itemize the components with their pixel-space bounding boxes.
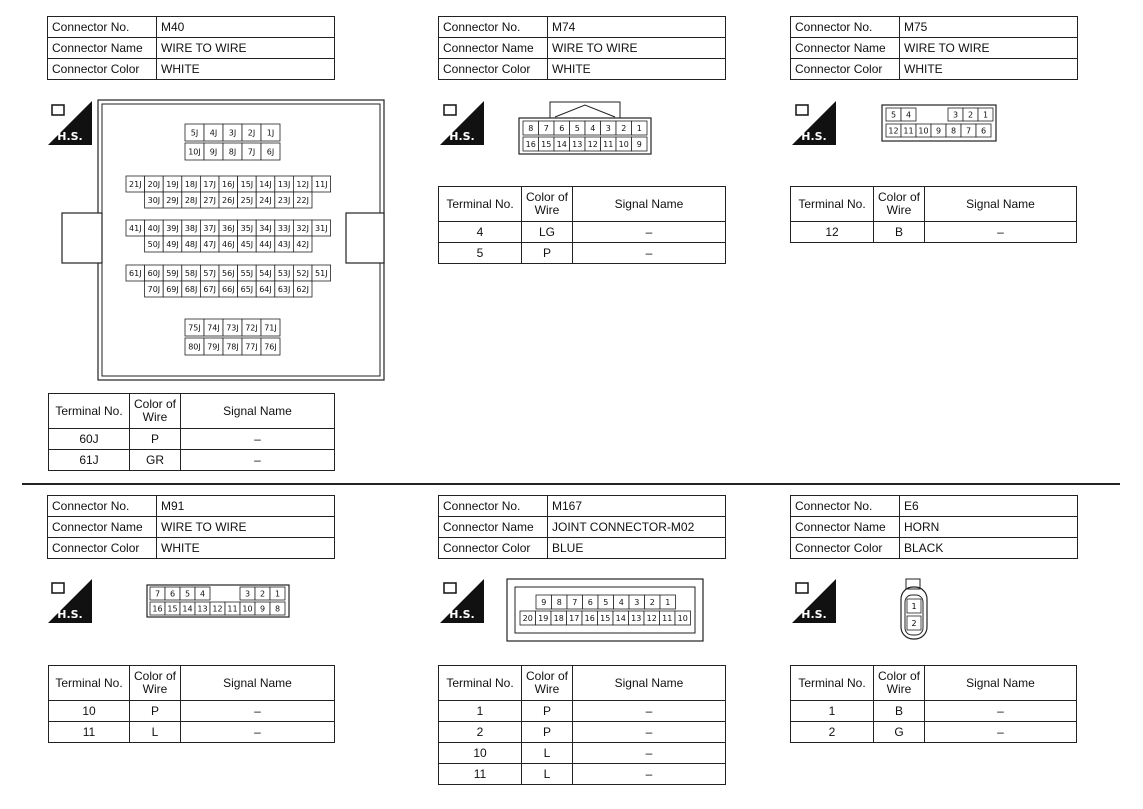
hs-label: H.S. [57, 608, 83, 621]
pin-label: 50J [147, 239, 161, 249]
pin-label: 10 [918, 126, 929, 136]
pin-label: 8 [950, 126, 957, 136]
connector-header-m75 [790, 16, 1078, 80]
connector-color-value: WHITE [548, 59, 726, 80]
pin-label: 2 [259, 589, 266, 599]
pin-label: 13 [572, 139, 583, 149]
pin-label: 20 [522, 613, 533, 623]
pin-label: 28J [184, 195, 198, 205]
terminal-table-m75 [790, 186, 1077, 243]
pin-label: 14J [259, 179, 272, 189]
pin-label: 16 [152, 604, 163, 614]
pin-label: 71J [264, 323, 277, 333]
terminal-no-header: Terminal No. [49, 394, 130, 429]
table-row: 4 LG – [439, 222, 726, 243]
pin-label: 9 [636, 139, 642, 149]
connector-color-value: WHITE [157, 59, 335, 80]
connector-header-m40 [47, 16, 335, 80]
pin-label: 3 [634, 597, 640, 607]
connector-no-label: Connector No. [48, 496, 157, 517]
connector-face-e6 [895, 577, 935, 643]
connector-face-m91 [145, 583, 291, 619]
pin-label: 10 [618, 139, 629, 149]
connector-color-label: Connector Color [791, 538, 900, 559]
pin-label: 19J [166, 179, 179, 189]
pin-label: 18J [184, 179, 198, 189]
pin-label: 4 [618, 597, 624, 607]
table-row: 2 P – [439, 722, 726, 743]
pin-label: 1J [266, 128, 275, 138]
pin-label: 68J [184, 284, 198, 294]
terminal-table-m74 [438, 186, 726, 264]
connector-name-value: WIRE TO WIRE [548, 38, 726, 59]
pin-label: 46J [222, 239, 235, 249]
pin-label: 75J [188, 323, 201, 333]
connector-header-m167 [438, 495, 726, 559]
connector-no-value: M167 [548, 496, 726, 517]
pin-label: 59J [166, 268, 179, 278]
pin-label: 7 [154, 589, 161, 599]
table-row: 12 B – [791, 222, 1077, 243]
terminal-no-header: Terminal No. [439, 666, 522, 701]
connector-no-value: M75 [900, 17, 1078, 38]
pin-label: 2 [911, 619, 917, 628]
terminal-table-m167 [438, 665, 726, 785]
pin-label: 4 [199, 589, 206, 599]
pin-label: 4 [905, 110, 912, 120]
pin-label: 8 [556, 597, 562, 607]
pin-label: 40J [147, 223, 161, 233]
pin-label: 49J [166, 239, 179, 249]
pin-label: 11J [315, 179, 328, 189]
pin-label: 13 [631, 613, 642, 623]
table-row: 60J P – [49, 429, 335, 450]
connector-no-value: E6 [900, 496, 1078, 517]
pin-label: 2 [967, 110, 974, 120]
color-of-wire-header: Color of Wire [874, 666, 925, 701]
pin-label: 14 [556, 139, 567, 149]
pin-label: 63J [277, 284, 291, 294]
pin-label: 44J [259, 239, 272, 249]
table-row: 1 P – [439, 701, 726, 722]
pin-label: 62J [296, 284, 309, 294]
connector-no-label: Connector No. [439, 496, 548, 517]
connector-name-value: WIRE TO WIRE [157, 517, 335, 538]
pin-label: 41J [129, 223, 142, 233]
pin-label: 48J [184, 239, 198, 249]
pin-label: 56J [222, 268, 235, 278]
pin-label: 2J [247, 128, 256, 138]
table-row: 1 B – [791, 701, 1077, 722]
connector-no-label: Connector No. [791, 17, 900, 38]
pin-label: 11 [603, 139, 614, 149]
pin-label: 8 [274, 604, 281, 614]
pin-label: 38J [184, 223, 198, 233]
pin-label: 60J [147, 268, 161, 278]
connector-name-label: Connector Name [791, 38, 900, 59]
color-of-wire-header: Color of Wire [522, 666, 573, 701]
table-row: 10 L – [439, 743, 726, 764]
pin-label: 20J [147, 179, 161, 189]
pin-label: 39J [166, 223, 179, 233]
signal-name-header: Signal Name [181, 394, 335, 429]
pin-label: 2 [621, 123, 627, 133]
connector-color-value: WHITE [900, 59, 1078, 80]
pin-label: 13 [197, 604, 208, 614]
pin-label: 16 [525, 139, 536, 149]
table-row: 11 L – [49, 722, 335, 743]
pin-label: 16 [584, 613, 595, 623]
connector-color-value: BLUE [548, 538, 726, 559]
connector-color-label: Connector Color [439, 538, 548, 559]
color-of-wire-header: Color of Wire [874, 187, 925, 222]
connector-face-m74 [515, 100, 655, 158]
pin-label: 26J [222, 195, 235, 205]
pin-label: 12 [212, 604, 223, 614]
pin-label: 9J [209, 147, 218, 157]
hs-label: H.S. [57, 130, 83, 143]
table-row: 5 P – [439, 243, 726, 264]
pin-label: 54J [259, 268, 272, 278]
pin-label: 4 [590, 123, 596, 133]
pin-label: 6 [587, 597, 593, 607]
pin-label: 79J [207, 342, 220, 352]
pin-label: 72J [245, 323, 258, 333]
pin-label: 7 [965, 126, 972, 136]
signal-name-header: Signal Name [573, 187, 726, 222]
hs-label: H.S. [801, 608, 827, 621]
table-row: 61J GR – [49, 450, 335, 471]
connector-color-label: Connector Color [791, 59, 900, 80]
pin-label: 25J [240, 195, 254, 205]
connector-name-label: Connector Name [48, 38, 157, 59]
connector-face-m167 [505, 577, 705, 643]
pin-label: 15 [167, 604, 178, 614]
pin-label: 22J [296, 195, 309, 205]
pin-label: 5 [184, 589, 191, 599]
pin-label: 3 [952, 110, 959, 120]
pin-label: 17J [203, 179, 216, 189]
pin-label: 51J [315, 268, 328, 278]
pin-label: 55J [240, 268, 254, 278]
table-row: 10 P – [49, 701, 335, 722]
pin-label: 5 [890, 110, 897, 120]
pin-label: 9 [259, 604, 266, 614]
pin-label: 11 [662, 613, 673, 623]
pin-label: 6 [559, 123, 565, 133]
pin-label: 1 [982, 110, 989, 120]
connector-name-value: WIRE TO WIRE [900, 38, 1078, 59]
pin-label: 10 [677, 613, 688, 623]
pin-label: 43J [277, 239, 291, 249]
pin-label: 1 [665, 597, 671, 607]
pin-label: 29J [166, 195, 179, 205]
pin-label: 32J [296, 223, 309, 233]
terminal-no-header: Terminal No. [791, 666, 874, 701]
connector-no-label: Connector No. [48, 17, 157, 38]
pin-label: 5 [603, 597, 609, 607]
terminal-no-header: Terminal No. [791, 187, 874, 222]
connector-name-value: HORN [900, 517, 1078, 538]
connector-color-label: Connector Color [439, 59, 548, 80]
harness-side-icon [792, 579, 836, 623]
pin-label: 1 [274, 589, 281, 599]
signal-name-header: Signal Name [925, 666, 1077, 701]
pin-label: 58J [184, 268, 198, 278]
pin-label: 57J [203, 268, 216, 278]
terminal-table-m91 [48, 665, 335, 743]
pin-label: 77J [245, 342, 258, 352]
connector-header-e6 [790, 495, 1078, 559]
pin-label: 76J [264, 342, 277, 352]
pin-label: 36J [222, 223, 235, 233]
section-divider [22, 483, 1120, 485]
pin-label: 47J [203, 239, 216, 249]
pin-label: 3 [244, 589, 251, 599]
connector-color-label: Connector Color [48, 538, 157, 559]
pin-label: 6J [266, 147, 275, 157]
pin-label: 15 [600, 613, 611, 623]
pin-label: 70J [147, 284, 161, 294]
terminal-table-e6 [790, 665, 1077, 743]
pin-label: 73J [226, 323, 239, 333]
hs-label: H.S. [801, 130, 827, 143]
connector-no-value: M74 [548, 17, 726, 38]
pin-label: 17 [569, 613, 580, 623]
pin-label: 7 [543, 123, 549, 133]
terminal-table-m40 [48, 393, 335, 471]
pin-label: 4J [209, 128, 218, 138]
pin-label: 35J [240, 223, 254, 233]
pin-label: 10 [242, 604, 253, 614]
connector-color-label: Connector Color [48, 59, 157, 80]
pin-label: 11 [227, 604, 238, 614]
connector-header-m74 [438, 16, 726, 80]
connector-name-value: WIRE TO WIRE [157, 38, 335, 59]
pin-label: 10J [188, 147, 201, 157]
pin-label: 80J [188, 342, 201, 352]
connector-no-value: M91 [157, 496, 335, 517]
pin-label: 31J [315, 223, 328, 233]
signal-name-header: Signal Name [573, 666, 726, 701]
pin-label: 16J [222, 179, 235, 189]
pin-label: 11 [903, 126, 914, 136]
signal-name-header: Signal Name [925, 187, 1077, 222]
pin-label: 15 [541, 139, 552, 149]
pin-label: 33J [277, 223, 291, 233]
table-row: 2 G – [791, 722, 1077, 743]
pin-label: 61J [129, 268, 142, 278]
harness-side-icon [792, 101, 836, 145]
pin-label: 42J [296, 239, 309, 249]
pin-label: 21J [129, 179, 142, 189]
pin-label: 12J [296, 179, 309, 189]
harness-side-icon [440, 579, 484, 623]
connector-color-value: WHITE [157, 538, 335, 559]
pin-label: 69J [166, 284, 179, 294]
pin-label: 64J [259, 284, 272, 294]
connector-header-m91 [47, 495, 335, 559]
color-of-wire-header: Color of Wire [130, 666, 181, 701]
connector-no-label: Connector No. [791, 496, 900, 517]
connector-name-label: Connector Name [439, 38, 548, 59]
pin-label: 12 [587, 139, 598, 149]
pin-label: 7J [247, 147, 256, 157]
pin-label: 14 [182, 604, 193, 614]
pin-label: 53J [277, 268, 291, 278]
pin-label: 19 [538, 613, 549, 623]
pin-label: 74J [207, 323, 220, 333]
pin-label: 3J [228, 128, 237, 138]
harness-side-icon [48, 579, 92, 623]
pin-label: 18 [553, 613, 564, 623]
pin-label: 1 [636, 123, 642, 133]
pin-label: 6 [169, 589, 176, 599]
pin-label: 24J [259, 195, 272, 205]
pin-label: 14 [615, 613, 626, 623]
pin-label: 3 [605, 123, 611, 133]
pin-label: 23J [277, 195, 291, 205]
connector-no-value: M40 [157, 17, 335, 38]
pin-label: 27J [203, 195, 216, 205]
connector-face-m75 [880, 103, 998, 143]
signal-name-header: Signal Name [181, 666, 335, 701]
pin-label: 67J [203, 284, 216, 294]
connector-name-label: Connector Name [48, 517, 157, 538]
pin-label: 7 [572, 597, 578, 607]
pin-label: 45J [240, 239, 254, 249]
harness-side-icon [440, 101, 484, 145]
pin-label: 12 [888, 126, 899, 136]
color-of-wire-header: Color of Wire [130, 394, 181, 429]
connector-no-label: Connector No. [439, 17, 548, 38]
pin-label: 78J [226, 342, 239, 352]
pin-label: 5J [190, 128, 199, 138]
pin-label: 15J [240, 179, 254, 189]
pin-label: 5 [574, 123, 580, 133]
pin-label: 37J [203, 223, 216, 233]
connector-name-value: JOINT CONNECTOR-M02 [548, 517, 726, 538]
terminal-no-header: Terminal No. [439, 187, 522, 222]
connector-face-m40 [60, 98, 386, 382]
hs-label: H.S. [449, 130, 475, 143]
pin-label: 52J [296, 268, 309, 278]
pin-label: 13J [277, 179, 291, 189]
pin-label: 9 [935, 126, 942, 136]
pin-label: 6 [980, 126, 987, 136]
connector-color-value: BLACK [900, 538, 1078, 559]
pin-label: 9 [541, 597, 547, 607]
pin-label: 1 [911, 602, 917, 611]
connector-name-label: Connector Name [439, 517, 548, 538]
color-of-wire-header: Color of Wire [522, 187, 573, 222]
hs-label: H.S. [449, 608, 475, 621]
pin-label: 34J [259, 223, 272, 233]
connector-name-label: Connector Name [791, 517, 900, 538]
pin-label: 8 [528, 123, 534, 133]
terminal-no-header: Terminal No. [49, 666, 130, 701]
pin-label: 12 [646, 613, 657, 623]
table-row: 11 L – [439, 764, 726, 785]
pin-label: 65J [240, 284, 254, 294]
pin-label: 66J [222, 284, 235, 294]
pin-label: 2 [649, 597, 655, 607]
pin-label: 30J [147, 195, 161, 205]
pin-label: 8J [228, 147, 237, 157]
